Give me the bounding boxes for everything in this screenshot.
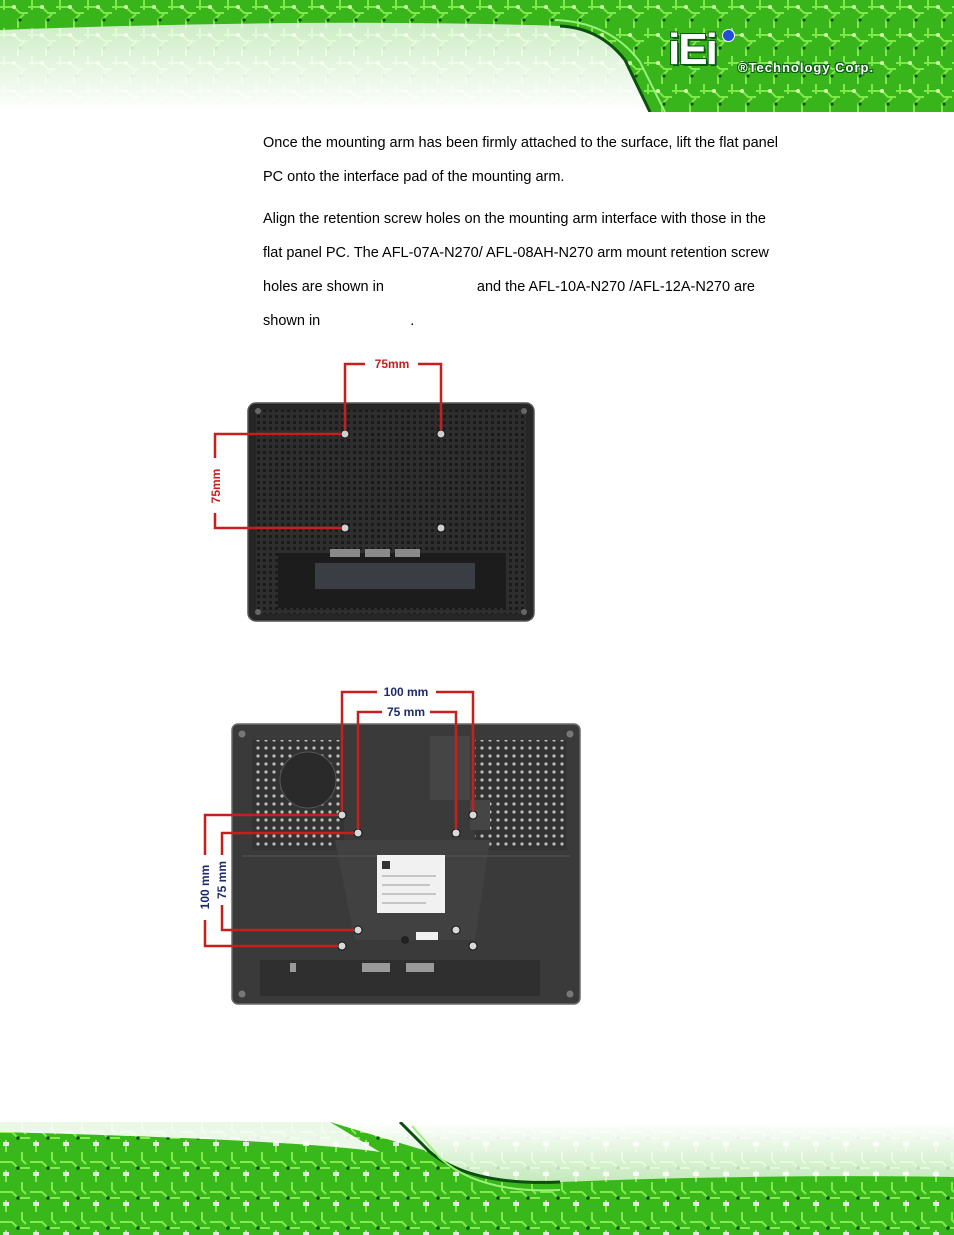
text-line	[263, 270, 823, 304]
text-line: PC onto the interface pad of the mounting arm.	[263, 169, 565, 185]
connector-port	[362, 963, 390, 972]
text-line: Once the mounting arm has been firmly attached to the surface, lift the flat panel	[263, 135, 779, 151]
figure-large-panel-mounting-holes	[190, 680, 590, 1010]
corner-screw	[239, 991, 246, 998]
inner-side-dimension-label: 75 mm	[215, 860, 229, 900]
logo-dot-icon	[722, 29, 735, 42]
connector-port	[290, 963, 296, 972]
io-label-strip	[315, 563, 475, 589]
corner-screw	[567, 731, 574, 738]
text-fragment: .	[410, 313, 415, 329]
inner-top-dimension-label: 75 mm	[386, 705, 426, 719]
outer-top-dimension-label: 100 mm	[383, 685, 429, 699]
figure-small-panel-mounting-holes	[190, 348, 550, 630]
vesa-hole	[437, 430, 445, 438]
circuit-board-banner	[0, 1122, 954, 1235]
vesa-hole-75	[354, 829, 362, 837]
vesa-hole-100	[338, 942, 346, 950]
corner-screw	[521, 609, 527, 615]
barcode-sticker	[416, 932, 438, 940]
text-fragment: shown in	[263, 313, 321, 329]
vesa-hole	[437, 524, 445, 532]
corner-screw	[255, 609, 261, 615]
corner-screw	[239, 731, 246, 738]
speaker-grille	[280, 752, 336, 808]
logo-mark: iEi	[668, 25, 716, 74]
connector-port	[395, 549, 420, 557]
outer-side-dimension-label: 100 mm	[198, 864, 212, 910]
company-logo	[668, 25, 948, 88]
connector-recess	[260, 960, 540, 996]
corner-screw	[255, 408, 261, 414]
text-line: Align the retention screw holes on the mounting arm interface with those in the	[263, 211, 766, 227]
page-header	[0, 0, 954, 112]
ground-screw	[401, 936, 409, 944]
vesa-hole-75	[452, 829, 460, 837]
text-fragment: and the AFL-10A-N270 /AFL-12A-N270 are	[476, 279, 755, 295]
vesa-hole-100	[469, 942, 477, 950]
paragraph-lift-panel	[263, 126, 823, 194]
vesa-hole-75	[354, 926, 362, 934]
vesa-hole-100	[338, 811, 346, 819]
vesa-hole	[341, 524, 349, 532]
vesa-hole-100	[469, 811, 477, 819]
connector-port	[330, 549, 360, 557]
top-dimension-label: 75mm	[374, 357, 410, 371]
label-logo	[382, 861, 390, 869]
side-dimension-label: 75mm	[209, 468, 223, 504]
vesa-hole	[341, 430, 349, 438]
connector-port	[365, 549, 390, 557]
paragraph-align-screws	[263, 202, 823, 338]
logo-tagline: ®Technology Corp.	[738, 60, 875, 75]
vent-grid	[475, 740, 567, 850]
text-fragment: holes are shown in	[263, 279, 384, 295]
connector-port	[406, 963, 434, 972]
corner-screw	[521, 408, 527, 414]
vesa-hole-75	[452, 926, 460, 934]
text-line	[263, 304, 823, 338]
corner-screw	[567, 991, 574, 998]
page-footer	[0, 1122, 954, 1235]
text-line: flat panel PC. The AFL-07A-N270/ AFL-08AH-N270 arm mount retention screw	[263, 245, 769, 261]
